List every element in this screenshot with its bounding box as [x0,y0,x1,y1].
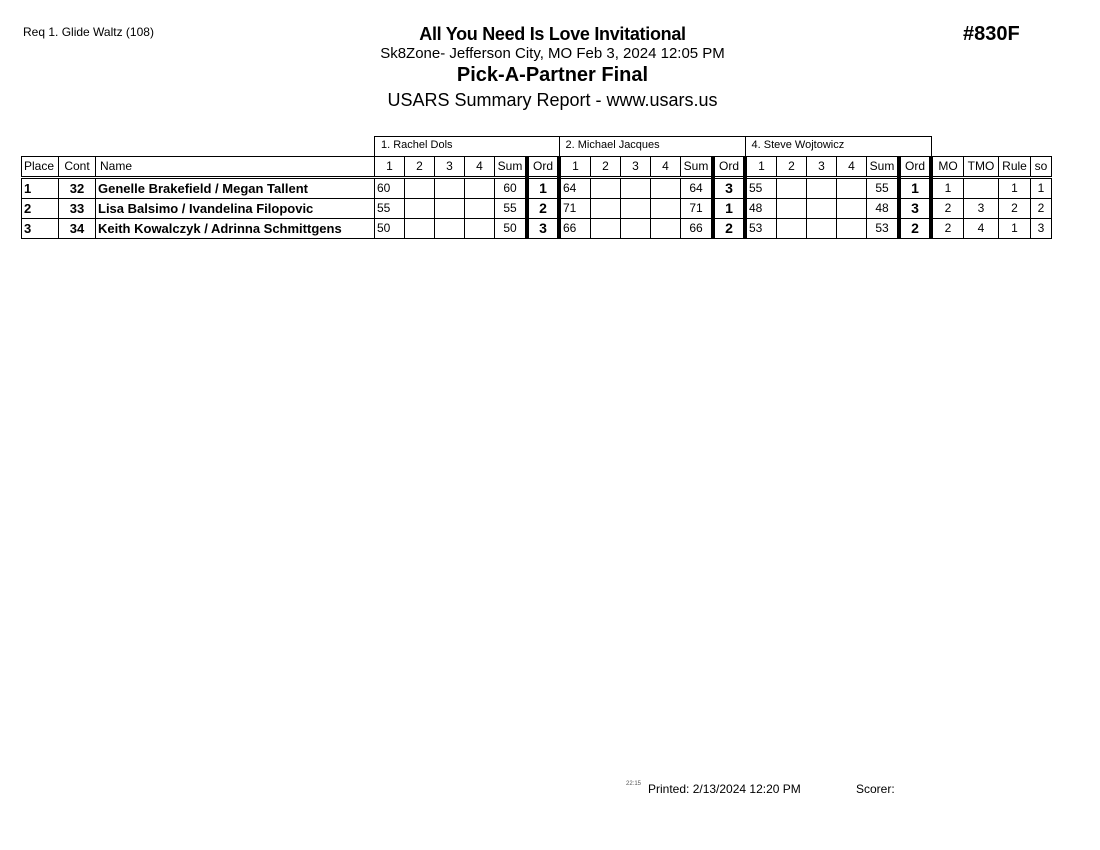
event-title: All You Need Is Love Invitational [419,24,686,44]
col-j3-s4: 4 [837,157,867,178]
score-cell [651,178,681,199]
col-j2-ord: Ord [713,157,745,178]
sum-cell: 53 [867,219,900,239]
ord-cell: 3 [527,219,559,239]
col-j1-s4: 4 [465,157,495,178]
sum-cell: 48 [867,199,900,219]
score-cell: 55 [375,199,405,219]
score-cell [435,178,465,199]
ord-cell: 3 [899,199,931,219]
ord-cell: 1 [899,178,931,199]
sum-cell: 71 [681,199,714,219]
score-cell: 60 [375,178,405,199]
table-row [22,199,1052,219]
col-j3-s3: 3 [807,157,837,178]
score-cell [465,199,495,219]
score-cell [405,219,435,239]
rule-cell: 2 [999,199,1031,219]
table-row [22,219,1052,239]
score-cell: 71 [559,199,591,219]
so-cell: 2 [1031,199,1052,219]
score-cell: 66 [559,219,591,239]
score-cell [807,178,837,199]
col-rule: Rule [999,157,1031,178]
score-cell: 64 [559,178,591,199]
results-table [21,136,1052,239]
tmo-cell: 4 [964,219,999,239]
score-cell [837,178,867,199]
tmo-cell: 3 [964,199,999,219]
score-cell [435,199,465,219]
score-cell [837,219,867,239]
score-cell [777,178,807,199]
place-cell: 1 [22,178,59,199]
judge-header-row [22,137,1052,157]
ord-cell: 2 [713,219,745,239]
so-cell: 3 [1031,219,1052,239]
col-j2-sum: Sum [681,157,714,178]
place-cell: 3 [22,219,59,239]
col-tmo: TMO [964,157,999,178]
mo-cell: 2 [931,199,964,219]
cont-cell: 34 [59,219,96,239]
score-cell: 53 [745,219,777,239]
sum-cell: 55 [495,199,528,219]
col-j2-s3: 3 [621,157,651,178]
col-name: Name [96,157,375,178]
mo-cell: 1 [931,178,964,199]
col-j2-s2: 2 [591,157,621,178]
score-cell [591,199,621,219]
score-cell: 48 [745,199,777,219]
score-cell [591,219,621,239]
request-label: Req 1. Glide Waltz (108) [23,25,154,39]
ord-cell: 3 [713,178,745,199]
footer-code: 22:15 [626,781,642,787]
venue-line: Sk8Zone- Jefferson City, MO Feb 3, 2024 12:05 PM [380,45,725,62]
score-cell [651,199,681,219]
rule-cell: 1 [999,219,1031,239]
col-j2-s1: 1 [559,157,591,178]
col-mo: MO [931,157,964,178]
score-cell [777,199,807,219]
ord-cell: 2 [899,219,931,239]
col-place: Place [22,157,59,178]
score-cell [435,219,465,239]
column-header-row [22,157,1052,178]
name-cell: Keith Kowalczyk / Adrinna Schmittgens [96,219,375,239]
score-cell [807,219,837,239]
report-title: USARS Summary Report - www.usars.us [387,90,718,110]
tmo-cell [964,178,999,199]
score-cell: 55 [745,178,777,199]
col-j3-sum: Sum [867,157,900,178]
sum-cell: 66 [681,219,714,239]
rule-cell: 1 [999,178,1031,199]
sum-cell: 64 [681,178,714,199]
score-cell [621,199,651,219]
score-cell [807,199,837,219]
col-j3-s1: 1 [745,157,777,178]
col-j3-s2: 2 [777,157,807,178]
judge-2-header: 2. Michael Jacques [559,137,745,157]
cont-cell: 33 [59,199,96,219]
col-j1-s2: 2 [405,157,435,178]
score-cell [621,178,651,199]
col-so: so [1031,157,1052,178]
col-j1-sum: Sum [495,157,528,178]
judge-1-header: 1. Rachel Dols [375,137,560,157]
printed-timestamp: Printed: 2/13/2024 12:20 PM [648,782,801,796]
judge-3-header: 4. Steve Wojtowicz [745,137,931,157]
name-cell: Lisa Balsimo / Ivandelina Filopovic [96,199,375,219]
score-cell [591,178,621,199]
sum-cell: 60 [495,178,528,199]
scorer-label: Scorer: [856,782,895,796]
col-j1-ord: Ord [527,157,559,178]
cont-cell: 32 [59,178,96,199]
event-number: #830F [963,23,1020,45]
event-name: Pick-A-Partner Final [456,64,649,86]
score-cell [837,199,867,219]
sum-cell: 50 [495,219,528,239]
col-j1-s1: 1 [375,157,405,178]
name-cell: Genelle Brakefield / Megan Tallent [96,178,375,199]
score-cell [405,178,435,199]
score-cell [405,199,435,219]
score-cell [777,219,807,239]
col-j1-s3: 3 [435,157,465,178]
col-cont: Cont [59,157,96,178]
sum-cell: 55 [867,178,900,199]
score-cell [465,178,495,199]
col-j2-s4: 4 [651,157,681,178]
ord-cell: 1 [713,199,745,219]
ord-cell: 2 [527,199,559,219]
place-cell: 2 [22,199,59,219]
score-cell [651,219,681,239]
so-cell: 1 [1031,178,1052,199]
ord-cell: 1 [527,178,559,199]
col-j3-ord: Ord [899,157,931,178]
mo-cell: 2 [931,219,964,239]
score-cell [621,219,651,239]
score-cell: 50 [375,219,405,239]
table-row [22,178,1052,199]
score-cell [465,219,495,239]
